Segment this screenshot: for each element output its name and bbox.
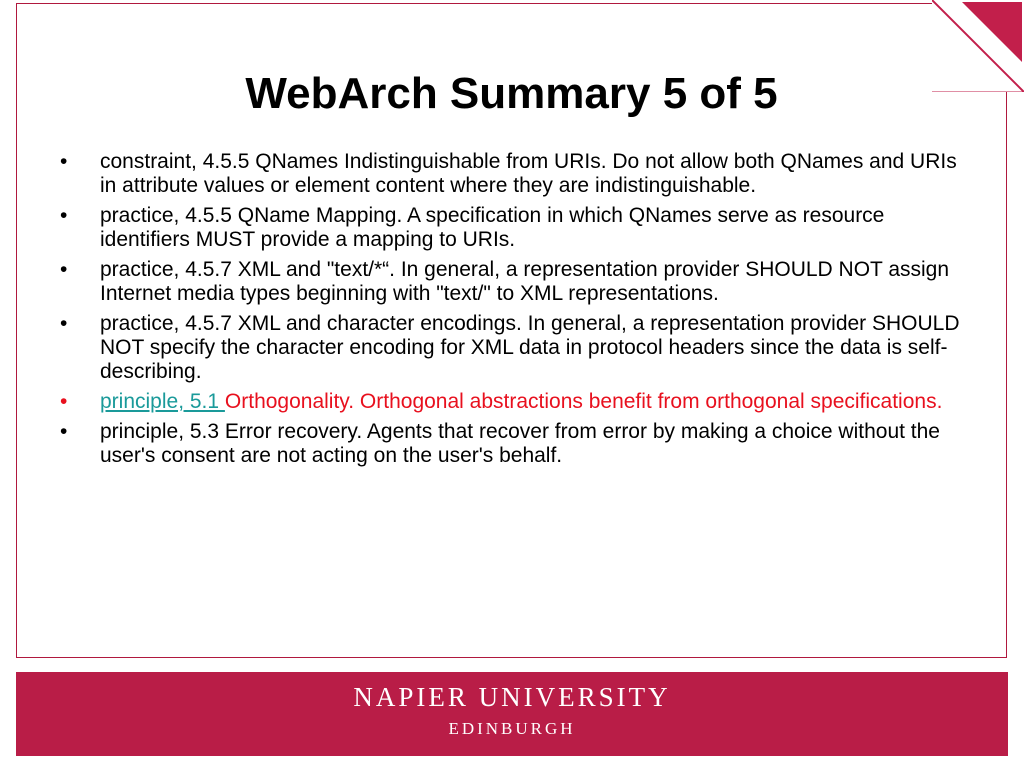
bullet-marker: • (60, 420, 68, 443)
bullet-text: principle, 5.3 Error recovery. Agents that recover from error by making a choice without the user's consent are not acting on the user's behalf. (100, 420, 940, 467)
bullet-text: practice, 4.5.5 QName Mapping. A specification in which QNames serve as resource identifiers MUST provide a mapping to URIs. (100, 204, 885, 251)
bullet-item (60, 420, 970, 468)
bullet-text: practice, 4.5.7 XML and "text/*“. In general, a representation provider SHOULD NOT assign Internet media types beginning with "text/" to XML representations. (100, 258, 950, 305)
university-name: NAPIER UNIVERSITY (353, 682, 671, 712)
bullet-item (60, 258, 970, 306)
bullet-marker: • (60, 312, 68, 335)
slide-title: WebArch Summary 5 of 5 (245, 69, 778, 118)
footer-banner (16, 672, 1008, 756)
bullet-item (60, 204, 970, 252)
bullet-text: practice, 4.5.7 XML and character encodings. In general, a representation provider SHOULD NOT specify the character encoding for XML data in protocol headers since the data is self-describing. (100, 312, 960, 383)
bullet-marker: • (60, 204, 68, 227)
bullet-text: constraint, 4.5.5 QNames Indistinguishable from URIs. Do not allow both QNames and URIs in attribute values or element content where they are indistinguishable. (100, 150, 957, 197)
bullet-item (60, 150, 970, 198)
bullet-marker: • (60, 390, 68, 413)
bullet-marker: • (60, 150, 68, 173)
bullet-item (60, 312, 970, 384)
bullet-item-highlighted (60, 390, 970, 414)
bullet-list (60, 150, 970, 474)
university-city: EDINBURGH (448, 719, 576, 738)
principle-link[interactable]: principle, 5.1 (100, 390, 225, 413)
bullet-text: Orthogonality. Orthogonal abstractions benefit from orthogonal specifications. (224, 390, 943, 413)
bullet-marker: • (60, 258, 68, 281)
